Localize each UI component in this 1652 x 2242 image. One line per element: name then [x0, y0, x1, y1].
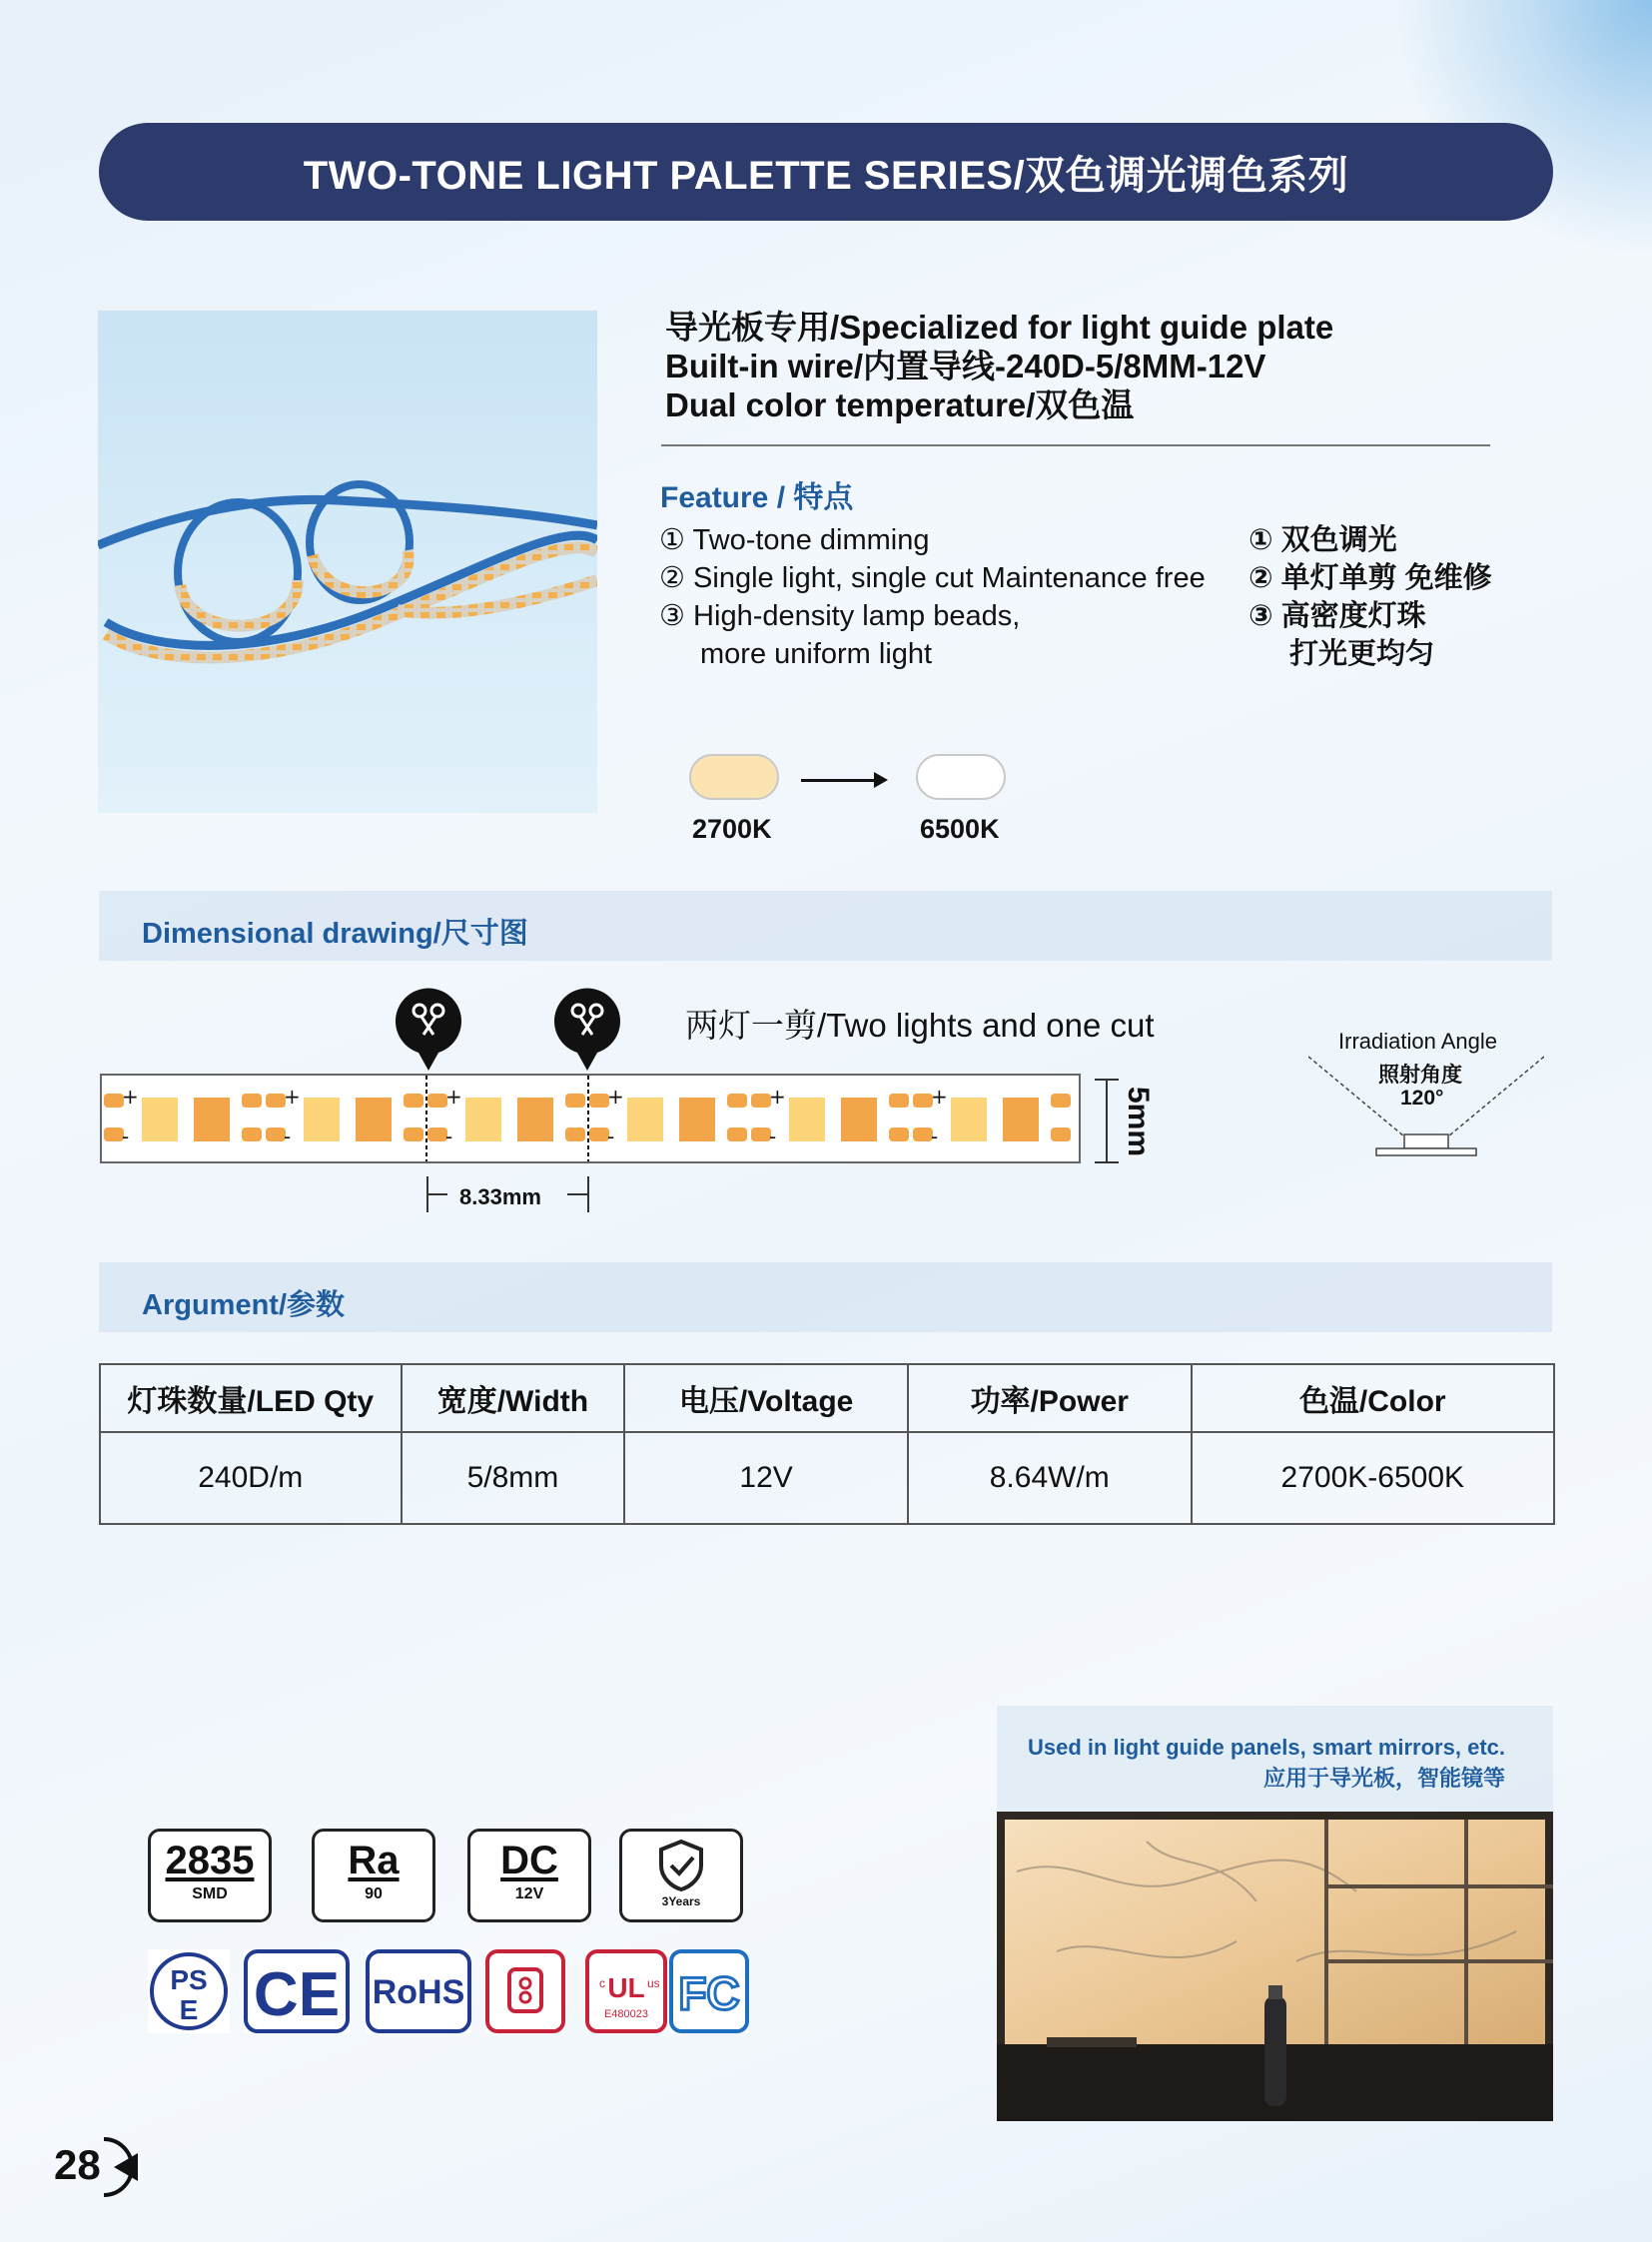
solder-pad [889, 1094, 909, 1108]
strip-diagram-svg [102, 1076, 1079, 1161]
svg-text:E: E [179, 1994, 199, 2025]
pad-minus-label: - [445, 1124, 453, 1148]
svg-text:PS: PS [170, 1964, 208, 1995]
fcc-cert-icon [669, 1949, 749, 2033]
led-chip [465, 1098, 501, 1141]
solder-pad [104, 1094, 124, 1108]
led-chip [789, 1098, 825, 1141]
spec-header-cell: 灯珠数量/LED Qty [100, 1364, 402, 1432]
badge-2835-value: 2835 [165, 1839, 255, 1882]
pad-plus-label: + [931, 1085, 948, 1109]
solder-pad [565, 1127, 585, 1141]
badge-dc-value: DC [500, 1839, 558, 1882]
solder-pad [1051, 1127, 1071, 1141]
argument-title: Argument/参数 [142, 1289, 346, 1321]
irradiation-angle: 120° [1400, 1087, 1444, 1110]
led-chip [1003, 1098, 1039, 1141]
pad-minus-label: - [122, 1124, 130, 1148]
product-photo [98, 311, 597, 813]
headline-divider [661, 444, 1490, 446]
led-chip [841, 1098, 877, 1141]
dimensional-section-bar [99, 891, 1552, 961]
ul-c-mark: c [599, 1976, 605, 1990]
solder-pad [427, 1094, 447, 1108]
feature-cn-3: ③ 高密度灯珠 [1248, 600, 1426, 632]
scissors-marker-icon [552, 987, 622, 1071]
solder-pad [1051, 1094, 1071, 1108]
dc-12v-badge [467, 1829, 591, 1922]
irradiation-cn: 照射角度 [1378, 1064, 1462, 1087]
spec-value-cell: 240D/m [100, 1432, 402, 1524]
spec-value-cell: 8.64W/m [908, 1432, 1192, 1524]
solder-pad [589, 1127, 609, 1141]
safety-cert-icon [485, 1949, 565, 2033]
led-strip-coil-image [98, 311, 597, 813]
feature-en-1: ① Two-tone dimming [659, 524, 930, 556]
cool-color-swatch [916, 754, 1006, 800]
pad-plus-label: + [122, 1085, 139, 1109]
pad-minus-label: - [931, 1124, 939, 1148]
feature-en-2: ② Single light, single cut Maintenance free [659, 562, 1206, 594]
headline-line-3: Dual color temperature/双色温 [665, 386, 1135, 423]
page-number: 28 [54, 2141, 101, 2188]
svg-text:RoHS: RoHS [372, 1973, 465, 2011]
spec-value-cell: 12V [624, 1432, 908, 1524]
dimensional-title: Dimensional drawing/尺寸图 [142, 918, 528, 950]
series-title: TWO-TONE LIGHT PALETTE SERIES/双色调光调色系列 [303, 153, 1349, 198]
led-chip [194, 1098, 230, 1141]
irradiation-title: Irradiation Angle [1338, 1029, 1497, 1054]
warranty-badge [619, 1829, 743, 1922]
page-turn-icon [98, 2135, 146, 2199]
led-chip [356, 1098, 392, 1141]
temp-to-label: 6500K [920, 814, 1000, 844]
spec-value-cell: 5/8mm [402, 1432, 625, 1524]
scissors-marker-icon [394, 987, 463, 1071]
feature-en-3: ③ High-density lamp beads, [659, 600, 1021, 632]
spec-value-row [100, 1432, 1554, 1524]
smd-2835-badge [148, 1829, 272, 1922]
solder-pad [913, 1094, 933, 1108]
cut-caption: 两灯一剪/Two lights and one cut [685, 1007, 1155, 1044]
spec-header-cell: 色温/Color [1192, 1364, 1554, 1432]
application-card [997, 1706, 1553, 2121]
headline-line-1: 导光板专用/Specialized for light guide plate [665, 309, 1334, 346]
arrow-right-icon [874, 772, 888, 788]
spec-value-cell: 2700K-6500K [1192, 1432, 1554, 1524]
application-caption [1028, 1732, 1505, 1794]
feature-title: Feature / 特点 [660, 481, 854, 514]
solder-pad [266, 1127, 286, 1141]
irradiation-angle-diagram [1308, 1053, 1544, 1162]
application-caption-en: Used in light guide panels, smart mirrors, etc. [1027, 1735, 1505, 1760]
solder-pad [913, 1127, 933, 1141]
temp-from-label: 2700K [692, 814, 772, 844]
solder-pad [589, 1094, 609, 1108]
led-chip [304, 1098, 340, 1141]
ul-cert-icon [585, 1949, 667, 2033]
ul-code: E480023 [603, 2008, 649, 2020]
strip-diagram [100, 1074, 1081, 1163]
spec-header-row [100, 1364, 1554, 1432]
headline-line-2: Built-in wire/内置导线-240D-5/8MM-12V [665, 348, 1266, 384]
svg-text:CE: CE [253, 1960, 341, 2029]
feature-en-3-cont: more uniform light [700, 638, 933, 670]
spec-header-cell: 电压/Voltage [624, 1364, 908, 1432]
badge-ra-value: Ra [348, 1839, 400, 1882]
badge-warranty-label: 3Years [661, 1894, 701, 1908]
arrow-line [801, 779, 876, 782]
led-chip [517, 1098, 553, 1141]
application-caption-cn: 应用于导光板，智能镜等 [1262, 1766, 1505, 1791]
badge-2835-label: SMD [192, 1885, 228, 1902]
width-dimension-tick [1095, 1161, 1119, 1163]
solder-pad [404, 1094, 423, 1108]
solder-pad [889, 1127, 909, 1141]
solder-pad [565, 1094, 585, 1108]
spec-table [99, 1363, 1555, 1525]
pad-minus-label: - [284, 1124, 292, 1148]
svg-text:FC: FC [678, 1967, 740, 2019]
pse-cert-icon [148, 1949, 230, 2033]
product-headline [665, 308, 1333, 424]
warm-color-swatch [689, 754, 779, 800]
badge-dc-label: 12V [514, 1885, 544, 1902]
led-chip [951, 1098, 987, 1141]
pad-minus-label: - [607, 1124, 615, 1148]
spec-header-cell: 功率/Power [908, 1364, 1192, 1432]
ce-cert-icon [244, 1949, 350, 2033]
ul-us-mark: us [647, 1976, 660, 1990]
feature-cn-3-cont: 打光更均匀 [1289, 638, 1435, 670]
solder-pad [404, 1127, 423, 1141]
pad-plus-label: + [445, 1085, 462, 1109]
feature-cn-1: ① 双色调光 [1248, 524, 1397, 556]
pitch-dimension-label: 8.33mm [459, 1184, 541, 1209]
solder-pad [727, 1094, 747, 1108]
application-photo [997, 1812, 1553, 2121]
pad-plus-label: + [769, 1085, 786, 1109]
feature-list-cn [1248, 521, 1492, 673]
led-chip [679, 1098, 715, 1141]
width-dimension-line [1106, 1081, 1108, 1163]
kitchen-backlit-panel-image [997, 1812, 1553, 2121]
led-chip [627, 1098, 663, 1141]
pad-minus-label: - [769, 1124, 777, 1148]
feature-list-en [659, 521, 1206, 673]
series-banner [99, 123, 1553, 221]
width-dimension-label: 5mm [1122, 1087, 1155, 1157]
argument-section-bar [99, 1262, 1552, 1332]
solder-pad [266, 1094, 286, 1108]
solder-pad [242, 1127, 262, 1141]
rohs-cert-icon [366, 1949, 471, 2033]
ul-mark: UL [607, 1972, 645, 2003]
solder-pad [427, 1127, 447, 1141]
solder-pad [751, 1127, 771, 1141]
solder-pad [751, 1094, 771, 1108]
solder-pad [104, 1127, 124, 1141]
badge-ra-label: 90 [365, 1885, 383, 1902]
feature-cn-2: ② 单灯单剪 免维修 [1248, 562, 1492, 594]
width-dimension-tick [1095, 1079, 1119, 1081]
ra-90-badge [312, 1829, 435, 1922]
spec-header-cell: 宽度/Width [402, 1364, 625, 1432]
led-chip [142, 1098, 178, 1141]
shield-check-icon [653, 1838, 709, 1893]
pad-plus-label: + [607, 1085, 624, 1109]
solder-pad [727, 1127, 747, 1141]
solder-pad [242, 1094, 262, 1108]
pad-plus-label: + [284, 1085, 301, 1109]
